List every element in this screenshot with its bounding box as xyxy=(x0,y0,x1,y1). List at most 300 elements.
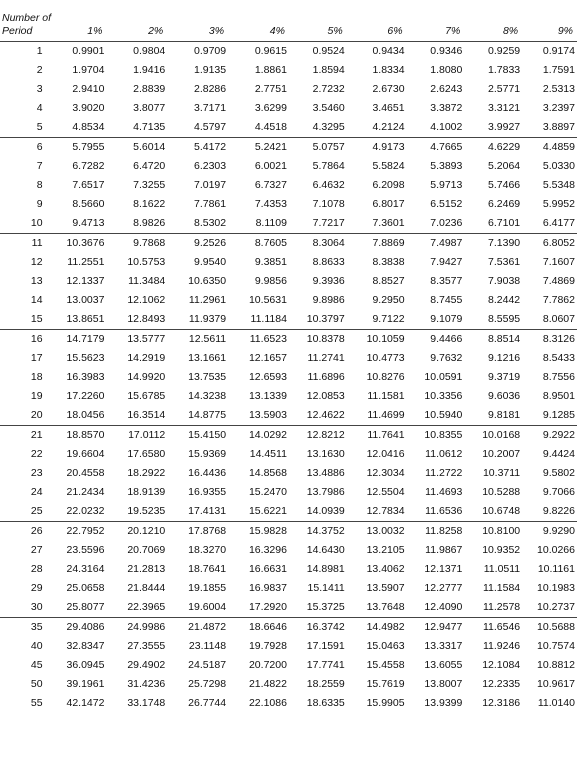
period-cell: 19 xyxy=(30,390,43,402)
value-cell: 4.2124 xyxy=(372,121,405,133)
value-cell: 0.9174 xyxy=(542,45,575,57)
table-row xyxy=(0,541,577,560)
rate-header-2: 2% xyxy=(148,25,164,37)
value-cell: 12.1062 xyxy=(127,294,166,306)
value-cell: 14.2919 xyxy=(127,352,166,364)
value-cell: 18.2559 xyxy=(306,678,345,690)
value-cell: 6.4720 xyxy=(133,160,166,172)
period-cell: 25 xyxy=(30,505,43,517)
value-cell: 2.9410 xyxy=(72,83,105,95)
period-header-line-2: Period xyxy=(2,25,33,37)
value-cell: 5.7864 xyxy=(312,160,345,172)
value-cell: 8.3126 xyxy=(522,330,577,350)
value-cell: 6.5152 xyxy=(430,198,463,210)
value-cell: 22.0232 xyxy=(66,505,105,517)
value-cell: 18.3270 xyxy=(188,544,227,556)
value-cell: 7.7862 xyxy=(542,294,575,306)
value-cell: 19.6004 xyxy=(188,601,227,613)
table-row xyxy=(0,464,577,483)
value-cell: 14.9920 xyxy=(127,371,166,383)
value-cell: 13.7986 xyxy=(306,486,345,498)
value-cell: 20.1210 xyxy=(106,522,167,542)
value-cell: 7.6517 xyxy=(72,179,105,191)
value-cell: 0.9434 xyxy=(372,45,405,57)
value-cell: 4.3295 xyxy=(312,121,345,133)
value-cell: 5.7955 xyxy=(43,138,107,158)
table-row xyxy=(0,445,577,464)
value-cell: 4.7665 xyxy=(407,138,465,158)
value-cell: 13.4062 xyxy=(366,563,405,575)
value-cell: 1.9135 xyxy=(193,64,227,76)
value-cell: 12.3186 xyxy=(482,697,521,709)
value-cell: 12.1371 xyxy=(424,563,463,575)
value-cell: 18.0456 xyxy=(66,409,105,421)
value-cell: 21.8444 xyxy=(127,582,166,594)
table-row xyxy=(0,176,577,195)
value-cell: 7.3255 xyxy=(133,179,166,191)
value-cell: 5.7466 xyxy=(488,179,521,191)
value-cell: 3.7171 xyxy=(193,102,227,114)
value-cell: 8.0607 xyxy=(542,313,575,325)
value-cell: 19.6604 xyxy=(66,448,105,460)
value-cell: 24.9986 xyxy=(106,618,167,638)
value-cell: 10.8355 xyxy=(407,426,465,446)
table-row xyxy=(0,42,577,62)
rate-header-6: 6% xyxy=(387,25,403,37)
value-cell: 7.9038 xyxy=(488,275,521,287)
value-cell: 10.0168 xyxy=(464,426,522,446)
period-cell: 12 xyxy=(30,256,43,268)
table-row xyxy=(0,426,577,446)
value-cell: 10.3711 xyxy=(482,467,521,479)
value-cell: 21.2813 xyxy=(127,563,166,575)
value-cell: 6.4632 xyxy=(312,179,345,191)
value-cell: 3.3121 xyxy=(488,102,521,114)
value-cell: 9.7066 xyxy=(542,486,575,498)
value-cell: 10.6748 xyxy=(482,505,521,517)
value-cell: 2.6730 xyxy=(372,83,405,95)
period-cell: 28 xyxy=(30,563,43,575)
value-cell: 10.5753 xyxy=(127,256,166,268)
value-cell: 29.4086 xyxy=(43,618,107,638)
value-cell: 5.9713 xyxy=(430,179,463,191)
value-cell: 9.8181 xyxy=(488,409,521,421)
value-cell: 6.8052 xyxy=(522,234,577,254)
value-cell: 14.4982 xyxy=(347,618,407,638)
table-row xyxy=(0,598,577,618)
value-cell: 12.5504 xyxy=(366,486,405,498)
value-cell: 9.3719 xyxy=(488,371,521,383)
value-cell: 33.1748 xyxy=(127,697,166,709)
table-row xyxy=(0,195,577,214)
value-cell: 24.3164 xyxy=(66,563,105,575)
value-cell: 10.1059 xyxy=(347,330,407,350)
value-cell: 13.1339 xyxy=(248,390,287,402)
rate-header-5: 5% xyxy=(327,25,343,37)
table-row xyxy=(0,291,577,310)
value-cell: 1.8861 xyxy=(254,64,287,76)
value-cell: 27.3555 xyxy=(127,640,166,652)
period-cell: 20 xyxy=(30,409,43,421)
value-cell: 6.7101 xyxy=(488,217,521,229)
value-cell: 8.1622 xyxy=(133,198,166,210)
value-cell: 3.3872 xyxy=(430,102,463,114)
value-cell: 15.5623 xyxy=(66,352,105,364)
value-cell: 8.8527 xyxy=(372,275,405,287)
value-cell: 8.5433 xyxy=(542,352,575,364)
value-cell: 12.8493 xyxy=(127,313,166,325)
value-cell: 8.7605 xyxy=(228,234,289,254)
value-cell: 10.5940 xyxy=(424,409,463,421)
value-cell: 9.2950 xyxy=(372,294,405,306)
value-cell: 9.2526 xyxy=(167,234,228,254)
value-cell: 9.5802 xyxy=(542,467,575,479)
value-cell: 15.3725 xyxy=(306,601,345,613)
value-cell: 20.7069 xyxy=(127,544,166,556)
value-cell: 13.6055 xyxy=(424,659,463,671)
table-row xyxy=(0,579,577,598)
value-cell: 15.9369 xyxy=(188,448,227,460)
period-cell: 14 xyxy=(30,294,43,306)
value-cell: 8.3577 xyxy=(430,275,463,287)
value-cell: 13.1630 xyxy=(306,448,345,460)
value-cell: 14.8981 xyxy=(306,563,345,575)
value-cell: 8.7455 xyxy=(430,294,463,306)
value-cell: 32.8347 xyxy=(66,640,105,652)
rate-header-8: 8% xyxy=(502,25,519,37)
value-cell: 11.4699 xyxy=(367,409,405,421)
value-cell: 9.3851 xyxy=(254,256,287,268)
value-cell: 14.4511 xyxy=(249,448,287,460)
value-cell: 14.3752 xyxy=(289,522,347,542)
table-row xyxy=(0,99,577,118)
value-cell: 11.2741 xyxy=(307,352,345,364)
value-cell: 7.0236 xyxy=(430,217,463,229)
value-cell: 4.7135 xyxy=(133,121,166,133)
value-cell: 9.6036 xyxy=(488,390,521,402)
value-cell: 10.8100 xyxy=(464,522,522,542)
table-row xyxy=(0,694,577,713)
value-cell: 4.4859 xyxy=(522,138,577,158)
table-row xyxy=(0,618,577,638)
value-cell: 11.0140 xyxy=(537,697,575,709)
value-cell: 3.8897 xyxy=(542,121,575,133)
table-row xyxy=(0,234,577,254)
table-row xyxy=(0,406,577,426)
value-cell: 6.2469 xyxy=(488,198,521,210)
period-cell: 18 xyxy=(30,371,43,383)
value-cell: 9.8226 xyxy=(542,505,575,517)
value-cell: 21.4872 xyxy=(167,618,228,638)
value-cell: 14.8568 xyxy=(248,467,287,479)
value-cell: 13.2105 xyxy=(366,544,405,556)
value-cell: 15.4150 xyxy=(167,426,228,446)
table-header xyxy=(0,0,577,42)
period-cell: 30 xyxy=(30,601,43,613)
value-cell: 5.0330 xyxy=(542,160,575,172)
period-cell: 24 xyxy=(30,486,43,498)
value-cell: 25.7298 xyxy=(188,678,227,690)
value-cell: 2.7232 xyxy=(312,83,345,95)
value-cell: 2.8839 xyxy=(133,83,166,95)
value-cell: 1.9416 xyxy=(133,64,166,76)
value-cell: 10.3676 xyxy=(43,234,107,254)
value-cell: 15.6221 xyxy=(248,505,287,517)
value-cell: 1.8334 xyxy=(372,64,405,76)
value-cell: 5.5824 xyxy=(372,160,405,172)
period-cell: 27 xyxy=(30,544,43,556)
value-cell: 16.3296 xyxy=(248,544,287,556)
value-cell: 11.4693 xyxy=(425,486,463,498)
value-cell: 25.8077 xyxy=(66,601,105,613)
value-cell: 11.6523 xyxy=(228,330,289,350)
value-cell: 9.4424 xyxy=(542,448,575,460)
value-cell: 17.7741 xyxy=(306,659,345,671)
value-cell: 14.7179 xyxy=(43,330,107,350)
value-cell: 8.8633 xyxy=(312,256,345,268)
value-cell: 9.7122 xyxy=(372,313,405,325)
table-row xyxy=(0,80,577,99)
value-cell: 22.3965 xyxy=(127,601,166,613)
value-cell: 9.8986 xyxy=(312,294,345,306)
value-cell: 6.7282 xyxy=(72,160,105,172)
table-row xyxy=(0,368,577,387)
value-cell: 13.8651 xyxy=(66,313,105,325)
period-cell: 55 xyxy=(30,697,43,709)
value-cell: 18.6335 xyxy=(306,697,345,709)
table-row xyxy=(0,61,577,80)
value-cell: 11.6546 xyxy=(464,618,522,638)
value-cell: 11.1184 xyxy=(250,313,287,325)
value-cell: 9.4713 xyxy=(72,217,105,229)
period-cell: 15 xyxy=(30,313,43,325)
value-cell: 18.8570 xyxy=(43,426,107,446)
period-cell: 21 xyxy=(0,426,43,446)
value-cell: 17.8768 xyxy=(167,522,228,542)
value-cell: 12.2777 xyxy=(424,582,463,594)
value-cell: 13.4886 xyxy=(306,467,345,479)
value-cell: 13.7648 xyxy=(366,601,405,613)
value-cell: 8.8514 xyxy=(464,330,522,350)
value-cell: 18.9139 xyxy=(127,486,166,498)
value-cell: 12.9477 xyxy=(407,618,465,638)
value-cell: 1.7591 xyxy=(542,64,575,76)
value-cell: 11.2722 xyxy=(425,467,463,479)
value-cell: 4.4518 xyxy=(254,121,287,133)
value-cell: 1.8080 xyxy=(430,64,463,76)
value-cell: 12.5611 xyxy=(167,330,228,350)
value-cell: 6.8017 xyxy=(372,198,405,210)
value-cell: 14.0292 xyxy=(228,426,289,446)
period-cell: 45 xyxy=(30,659,43,671)
value-cell: 3.9927 xyxy=(488,121,521,133)
period-cell: 11 xyxy=(0,234,43,254)
value-cell: 42.1472 xyxy=(66,697,105,709)
period-cell: 10 xyxy=(30,217,43,229)
value-cell: 15.9828 xyxy=(228,522,289,542)
value-cell: 0.9259 xyxy=(488,45,521,57)
value-cell: 10.4773 xyxy=(366,352,405,364)
value-cell: 11.1581 xyxy=(367,390,405,402)
value-cell: 6.0021 xyxy=(254,160,287,172)
value-cell: 7.4869 xyxy=(542,275,575,287)
value-cell: 17.0112 xyxy=(106,426,167,446)
value-cell: 9.3936 xyxy=(312,275,345,287)
table-row xyxy=(0,349,577,368)
value-cell: 8.3064 xyxy=(289,234,347,254)
value-cell: 1.7833 xyxy=(488,64,521,76)
value-cell: 11.2578 xyxy=(482,601,521,613)
value-cell: 16.6631 xyxy=(248,563,287,575)
value-cell: 14.8775 xyxy=(188,409,227,421)
value-cell: 4.1002 xyxy=(430,121,463,133)
value-cell: 29.4902 xyxy=(127,659,166,671)
period-column-header xyxy=(0,0,52,41)
value-cell: 24.5187 xyxy=(188,659,227,671)
value-cell: 13.8007 xyxy=(424,678,463,690)
value-cell: 10.5631 xyxy=(248,294,287,306)
value-cell: 13.1661 xyxy=(188,352,227,364)
value-cell: 12.0416 xyxy=(366,448,405,460)
value-cell: 16.9837 xyxy=(248,582,287,594)
value-cell: 10.8276 xyxy=(366,371,405,383)
value-cell: 10.8812 xyxy=(537,659,575,671)
value-cell: 8.5595 xyxy=(488,313,521,325)
rate-header-7: 7% xyxy=(445,25,461,37)
value-cell: 10.2737 xyxy=(537,601,575,613)
value-cell: 31.4236 xyxy=(127,678,166,690)
value-cell: 36.0945 xyxy=(66,659,105,671)
value-cell: 12.8212 xyxy=(289,426,347,446)
period-cell: 7 xyxy=(36,160,43,172)
value-cell: 10.8378 xyxy=(289,330,347,350)
value-cell: 11.9246 xyxy=(482,640,521,652)
value-cell: 39.1961 xyxy=(66,678,105,690)
value-cell: 11.2551 xyxy=(67,256,105,268)
value-cell: 5.9952 xyxy=(542,198,575,210)
rate-header-4: 4% xyxy=(269,25,285,37)
value-cell: 2.6243 xyxy=(430,83,463,95)
value-cell: 8.5302 xyxy=(193,217,227,229)
value-cell: 13.9399 xyxy=(424,697,463,709)
value-cell: 3.9020 xyxy=(72,102,105,114)
value-cell: 9.9290 xyxy=(522,522,577,542)
value-cell: 14.6430 xyxy=(306,544,345,556)
value-cell: 9.7868 xyxy=(106,234,167,254)
value-cell: 2.5313 xyxy=(542,83,575,95)
value-cell: 17.1591 xyxy=(306,640,345,652)
value-cell: 19.5235 xyxy=(127,505,166,517)
rate-header-9: 9% xyxy=(557,25,573,37)
table-row xyxy=(0,675,577,694)
period-header-line-1: Number of xyxy=(2,12,52,24)
value-cell: 17.2260 xyxy=(66,390,105,402)
value-cell: 20.7200 xyxy=(248,659,287,671)
value-cell: 15.0463 xyxy=(366,640,405,652)
value-cell: 13.7535 xyxy=(188,371,227,383)
value-cell: 11.6896 xyxy=(307,371,345,383)
table-row xyxy=(0,502,577,522)
value-cell: 10.5688 xyxy=(522,618,577,638)
value-cell: 10.0591 xyxy=(424,371,463,383)
value-cell: 17.2920 xyxy=(248,601,287,613)
table-row xyxy=(0,253,577,272)
value-cell: 3.8077 xyxy=(133,102,166,114)
value-cell: 11.3484 xyxy=(128,275,166,287)
value-cell: 0.9615 xyxy=(254,45,287,57)
value-cell: 26.7744 xyxy=(188,697,227,709)
value-cell: 5.4172 xyxy=(167,138,228,158)
value-cell: 12.4090 xyxy=(424,601,463,613)
value-cell: 7.1390 xyxy=(464,234,522,254)
value-cell: 13.5777 xyxy=(106,330,167,350)
value-cell: 11.0511 xyxy=(483,563,521,575)
value-cell: 6.4177 xyxy=(542,217,575,229)
value-cell: 7.1078 xyxy=(312,198,345,210)
value-cell: 16.3742 xyxy=(289,618,347,638)
period-cell: 6 xyxy=(0,138,43,158)
value-cell: 22.7952 xyxy=(43,522,107,542)
value-cell: 9.9540 xyxy=(193,256,227,268)
period-cell: 23 xyxy=(30,467,43,479)
value-cell: 13.5903 xyxy=(248,409,287,421)
table-row xyxy=(0,483,577,502)
value-cell: 4.8534 xyxy=(72,121,105,133)
value-cell: 16.4436 xyxy=(188,467,227,479)
period-cell: 1 xyxy=(36,45,43,57)
value-cell: 7.5361 xyxy=(488,256,521,268)
value-cell: 12.6593 xyxy=(248,371,287,383)
value-cell: 8.3838 xyxy=(372,256,405,268)
value-cell: 3.6299 xyxy=(254,102,287,114)
value-cell: 23.1148 xyxy=(188,640,227,652)
value-cell: 2.8286 xyxy=(193,83,227,95)
value-cell: 22.1086 xyxy=(248,697,287,709)
value-cell: 10.2007 xyxy=(482,448,521,460)
period-cell: 50 xyxy=(30,678,43,690)
value-cell: 19.7928 xyxy=(248,640,287,652)
value-cell: 7.8869 xyxy=(347,234,407,254)
value-cell: 12.2335 xyxy=(482,678,521,690)
value-cell: 18.2922 xyxy=(127,467,166,479)
value-cell: 10.3356 xyxy=(424,390,463,402)
value-cell: 10.7574 xyxy=(537,640,575,652)
value-cell: 5.3893 xyxy=(430,160,463,172)
value-cell: 20.4558 xyxy=(66,467,105,479)
value-cell: 12.0853 xyxy=(306,390,345,402)
value-cell: 10.3797 xyxy=(306,313,345,325)
value-cell: 25.0658 xyxy=(66,582,105,594)
table-row xyxy=(0,272,577,291)
period-cell: 13 xyxy=(30,275,43,287)
value-cell: 19.1855 xyxy=(188,582,227,594)
value-cell: 11.9379 xyxy=(188,313,227,325)
table-row xyxy=(0,214,577,234)
value-cell: 12.7834 xyxy=(366,505,405,517)
value-cell: 10.1983 xyxy=(537,582,575,594)
value-cell: 21.2434 xyxy=(66,486,105,498)
value-cell: 17.4131 xyxy=(188,505,227,517)
value-cell: 8.2442 xyxy=(488,294,521,306)
value-cell: 12.4622 xyxy=(306,409,345,421)
value-cell: 5.2064 xyxy=(488,160,521,172)
value-cell: 16.3983 xyxy=(66,371,105,383)
period-cell: 29 xyxy=(30,582,43,594)
value-cell: 12.1084 xyxy=(482,659,521,671)
value-cell: 3.5460 xyxy=(312,102,345,114)
value-cell: 10.1161 xyxy=(537,563,575,575)
header-row xyxy=(0,0,577,41)
